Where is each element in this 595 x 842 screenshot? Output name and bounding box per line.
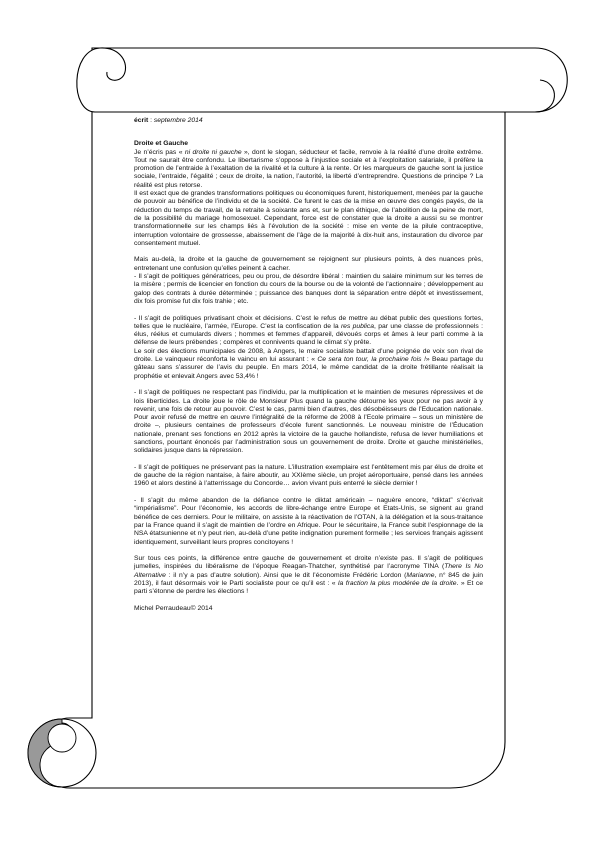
article-title: Droite et Gauche: [134, 140, 189, 148]
article-content: [134, 117, 483, 613]
paragraph-conclusion-text-b: : il n’y a pas d’autre solution). Ainsi que le dit l’économiste Frédéric Lordon (: [165, 571, 407, 579]
paragraph-conclusion-quote: la fraction la plus modérée de la droite: [337, 580, 457, 588]
paragraph-conclusion-text-a: Sur tous ces points, la différence entre gauche de gouvernement et droite n’existe pas. Il s’agit de politiques jumelles, inspirées du libéralisme de l’époque Reagan-Thatcher, synthétisé par l’acronyme TINA (: [134, 555, 483, 571]
header-label: écrit: [134, 117, 149, 124]
signature: Michel Perraudeau© 2014: [134, 604, 213, 612]
paragraph-diktat: - Il s’agit du même abandon de la défiance contre le diktat américain – naguère encore, “diktat” s’écrivait “impérialisme”. Pour l’économie, les accords de libre-échange entre Europe et Etats-Unis, se signent au grand bénéfice de ces derniers. Pour le militaire, on assiste à la réactivation de l’OTAN, à la délégation et la sous-traitance par la France quand il s’agit de maintien de l’ordre en Afrique. Pour le sécuritaire, la France subit l’espionnage de la NSA étatsunienne et n’y peut rien, au-delà d’une petite indignation purement formelle ; les services français agissent identiquement, surveillant leurs propres concitoyens !: [134, 497, 483, 546]
paragraph-privatising-text-b: , par une classe de professionnels : élus, réélus et cumulards divers ; hommes et femmes d’appareil, dévoués corps et âmes à leur parti comme à la défense de leurs prébendes ; compères et connivents quand le climat s’y prête.: [134, 322, 483, 347]
paragraph-privatising-res-publica: res publica: [340, 322, 375, 330]
header-month: septembre 2014: [153, 117, 203, 124]
paragraph-angers-quote: Ce sera ton tour, la prochaine fois !: [317, 356, 426, 364]
paragraph-intro-text-b: », dont le slogan, séducteur et facile, renvoie à la réalité d’une droite extrême. Tout ne saurait être confondu. Le libertarisme s’oppose à l’injustice sociale et à l’exploitation salariale, il préfère la promotion de l’entraide à l’exaltation de la rivalité et la culture à la rente. Or les marqueurs de gauche sont la justice sociale, l’entraide, l’égalité ; ceux de droite, la nation, l’autorité, la liberté d’entreprendre. Questions de principe ? La réalité est plus retorse.: [134, 148, 484, 189]
paragraph-conclusion-marianne: Marianne: [406, 571, 435, 579]
paragraph-intro-quote: ni droite ni gauche: [184, 148, 242, 156]
paragraph-repression: - Il s’agit de politiques ne respectant pas l’individu, par la multiplication et le maintien de mesures répressives et de lois liberticides. La droite joue le rôle de Monsieur Plus quand la gauche détourne les yeux pour ne pas avoir à y revenir, une fois de retour au pouvoir. C’est le cas, parmi bien d’autres, des désobéisseurs de l’Education nationale. Pour avoir refusé de mettre en œuvre l’intégralité de la réforme de 2008 à l’Ecole primaire – sous un ministère de droite –, plusieurs centaines de professeurs d’école furent sanctionnés. Le nouveau ministre de l’Éducation nationale, prenant ses fonctions en 2012 après la victoire de la gauche hollandiste, refusa de lever humiliations et sanctions, pourtant énoncés par l’administration sous un gouvernement de droite. Droite et gauche ministérielles, solidaires jusque dans la répression.: [134, 389, 483, 455]
paragraph-liberal-disorder: - Il s’agit de politiques génératrices, peu ou prou, de désordre libéral : maintien du salaire minimum sur les terres de la misère ; permis de licencier en fonction du cours de la bourse ou de la volonté de l’actionnaire ; développement au galop des contrats à durée déterminée ; puissance des banques dont la séparation entre dépôt et investissement, dix fois promise fut dix fois trahie ; etc.: [134, 273, 483, 305]
paragraph-conclusion-tina: There Is No Alternative: [134, 563, 483, 579]
paragraph-intro: [134, 149, 483, 190]
paragraph-angers-text-a: Le soir des élections municipales de 2008, à Angers, le maire socialiste battait d’une poignée de voix son rival de droite. Le vainqueur réconforta le vaincu en lui assurant : «: [134, 347, 483, 364]
paragraph-intro-text-a: Je n’écris pas «: [134, 148, 185, 156]
bottom-curl-inner: [48, 724, 76, 752]
paragraph-conclusion: [134, 555, 483, 596]
paragraph-privatising-text-a: - Il s’agit de politiques privatisant choix et décisions. C’est le refus de mettre au débat public des questions fortes, telles que le nucléaire, l’armée, l’Europe. C’est la confiscation de la: [134, 314, 483, 330]
paragraph-nature: - Il s’agit de politiques ne préservant pas la nature. L’illustration exemplaire est l’entêtement mis par élus de droite et de gauche de la région nantaise, à faire aboutir, au XXIème siècle, un projet aéroportuaire, pensé dans les années 1960 et alors destiné à l’atterrissage du Concorde… avion vivant puis enterré le siècle dernier !: [134, 463, 483, 488]
paragraph-angers-text-b: » Beau partage du gâteau sans s’assurer de l’avis du peuple. En mars 2014, le même candidat de la droite frétillante réalisait la prophétie et enlevait Angers avec 53,4% !: [134, 356, 484, 380]
header-separator: :: [148, 117, 154, 124]
paragraph-common-points: Mais au-delà, la droite et la gauche de gouvernement se rejoignent sur plusieurs points, à des nuances près, entretenant une confusion qu’elles peinent à cacher.: [134, 256, 483, 272]
paragraph-conclusion-text-c: , n° 845 de juin 2013), il faut désormais voir le Parti socialiste pour ce qu’il est : «: [134, 571, 483, 588]
paragraph-transformations: Il est exact que de grandes transformations politiques ou économiques furent, historiquement, menées par la gauche de pouvoir au bénéfice de l’individu et de la société. Ce furent le cas de la mise en œuvre des congés payés, de la réduction du temps de travail, de la retraite à soixante ans et, sur le plan éthique, de l’abolition de la peine de mort, de la possibilité du mariage homosexuel. Cependant, force est de constater que la droite a aussi su se montrer transformationnelle sur les champs liés à l’évolution de la société : mise en vente de la pilule contraceptive, interruption volontaire de grossesse, abaissement de l’âge de la majorité à dix-huit ans, instauration du divorce par consentement mutuel.: [134, 190, 483, 247]
paragraph-privatising: [134, 315, 483, 348]
header-line: [134, 117, 483, 125]
paragraph-conclusion-text-d: . » Et ce parti s’étonne de perdre les élections !: [134, 580, 484, 596]
paragraph-angers: [134, 348, 483, 381]
